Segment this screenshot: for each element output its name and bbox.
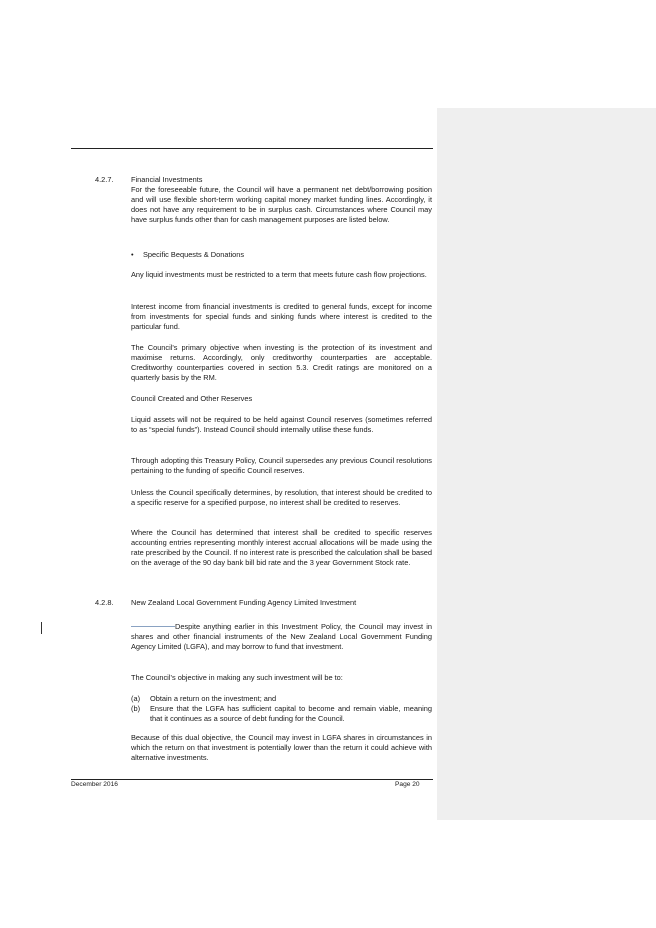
footer-rule xyxy=(71,779,433,780)
list-item-b-label: (b) xyxy=(131,704,141,713)
bullet-item xyxy=(131,250,244,260)
paragraph-liquid-investments: Any liquid investments must be restricted to a term that meets future cash flow projections. xyxy=(131,270,427,279)
paragraph-unless-determined: Unless the Council specifically determines, by resolution, that interest should be credited to a specific reserve for a specified purpose, no interest shall be credited to reserves. xyxy=(131,488,432,507)
paragraph-adopting-policy: Through adopting this Treasury Policy, Council supersedes any previous Council resolutions pertaining to the funding of specific Council reserves. xyxy=(131,456,432,475)
paragraph-interest-income: Interest income from financial investments is credited to general funds, except for income from investments for special funds and sinking funds where interest is credited to the particular fund. xyxy=(131,302,432,331)
paragraph-dual-objective: Because of this dual objective, the Council may invest in LGFA shares in circumstances in which the return on that investment is potentially lower than the return it could achieve with alternative investments. xyxy=(131,733,432,762)
footer-page-number: Page 20 xyxy=(395,781,420,788)
comment-pane xyxy=(437,108,656,820)
tracked-change-marker xyxy=(131,626,175,627)
list-item-a-text: Obtain a return on the investment; and xyxy=(150,694,277,703)
change-bar-marker xyxy=(41,622,42,634)
section-number-4-2-7: 4.2.7. xyxy=(95,175,114,184)
section-title-financial-investments: Financial Investments xyxy=(131,175,203,184)
bullet-icon: • xyxy=(131,250,134,259)
paragraph-where-determined: Where the Council has determined that interest shall be credited to specific reserves accounting entries representing monthly interest accrual allocations will be made using the rate prescribed by the Council. If no interest rate is prescribed the calculation shall be based on the average of the 90 day bank bill bid rate and the 3 year Government Stock rate. xyxy=(131,528,432,567)
section-title-lgfa: New Zealand Local Government Funding Agency Limited Investment xyxy=(131,598,357,607)
paragraph-primary-objective: The Council's primary objective when investing is the protection of its investment and maximise returns. Accordingly, only creditworthy counterparties are acceptable. Creditworthy counterparties covered in section 5.3. Credit ratings are monitored on a quarterly basis by the RM. xyxy=(131,343,432,382)
paragraph-despite xyxy=(131,622,432,652)
bullet-text: Specific Bequests & Donations xyxy=(143,250,245,259)
section-number-4-2-8: 4.2.8. xyxy=(95,598,114,607)
subheading-reserves: Council Created and Other Reserves xyxy=(131,394,253,403)
list-item-a-label: (a) xyxy=(131,694,141,703)
list-item-b-text: Ensure that the LGFA has sufficient capital to become and remain viable, meaning that it continues as a source of debt funding for the Council. xyxy=(150,704,432,723)
footer-date: December 2016 xyxy=(71,781,118,788)
paragraph-liquid-assets: Liquid assets will not be required to be held against Council reserves (sometimes referred to as “special funds”). Instead Council should internally utilise these funds. xyxy=(131,415,432,434)
header-rule xyxy=(71,148,433,149)
paragraph-council-objective: The Council’s objective in making any such investment will be to: xyxy=(131,673,343,682)
paragraph-intro: For the foreseeable future, the Council will have a permanent net debt/borrowing position and will use flexible short-term working capital money market funding lines. Accordingly, it does not have any requirement to be in surplus cash. Circumstances where Council may have surplus funds other than for cash management purposes are listed below. xyxy=(131,185,432,224)
paragraph-despite-text: Despite anything earlier in this Investment Policy, the Council may invest in shares and other financial instruments of the New Zealand Local Government Funding Agency Limited (LGFA), and may borrow to fund that investment. xyxy=(131,622,432,651)
